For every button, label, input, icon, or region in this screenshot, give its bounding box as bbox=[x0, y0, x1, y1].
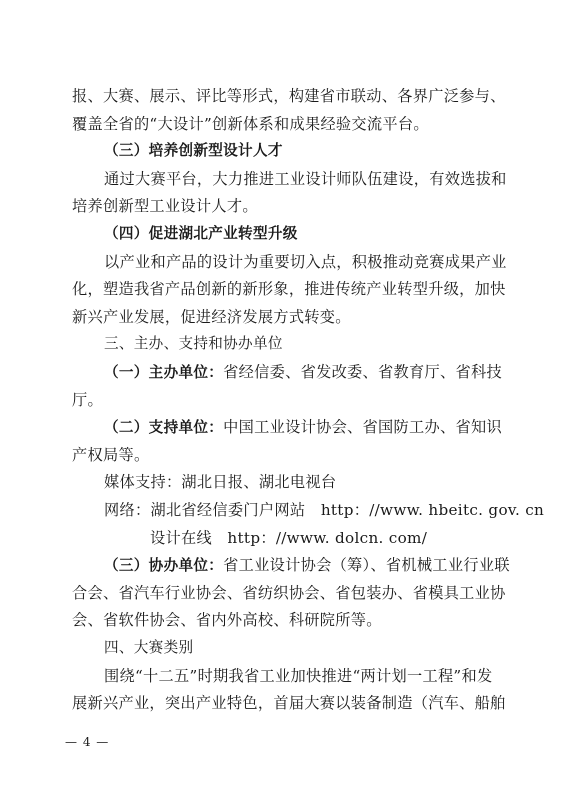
paragraph-line: 覆盖全省的“大设计”创新体系和成果经验交流平台。 bbox=[72, 114, 429, 133]
paragraph-line: 培养创新型工业设计人才。 bbox=[72, 197, 258, 216]
paragraph-line: 展新兴产业，突出产业特色，首届大赛以装备制造（汽车、船舶 bbox=[72, 694, 506, 713]
chapter-heading: 三、主办、支持和协办单位 bbox=[104, 335, 283, 353]
unit-label: （一）主办单位： bbox=[104, 364, 224, 381]
paragraph-line: 会、省软件协会、省内外高校、科研院所等。 bbox=[72, 611, 382, 630]
unit-text: 省经信委、省发改委、省教育厅、省科技 bbox=[223, 363, 502, 381]
page-number: — 4 — bbox=[65, 734, 110, 749]
paragraph-line: 设计在线 http：//www. dolcn. com/ bbox=[150, 528, 428, 547]
unit-text: 省工业设计协会（筹）、省机械工业行业联 bbox=[223, 556, 510, 575]
unit-text: 中国工业设计协会、省国防工办、省知识 bbox=[223, 418, 502, 437]
paragraph-line: 厅。 bbox=[72, 390, 103, 409]
paragraph-line bbox=[104, 555, 534, 576]
paragraph-line: 网络：湖北省经信委门户网站 http：//www. hbeitc. gov. cn bbox=[104, 501, 545, 519]
paragraph-line: 新兴产业发展，促进经济发展方式转变。 bbox=[72, 307, 351, 326]
paragraph-line bbox=[104, 362, 534, 383]
paragraph-line: 化，塑造我省产品创新的新形象，推进传统产业转型升级，加快 bbox=[72, 280, 506, 299]
paragraph-line: 报、大赛、展示、评比等形式，构建省市联动、各界广泛参与、 bbox=[72, 87, 506, 105]
unit-label: （三）协办单位： bbox=[104, 557, 224, 575]
paragraph-line: 产权局等。 bbox=[72, 445, 150, 464]
paragraph-line: 通过大赛平台，大力推进工业设计师队伍建设，有效选拔和 bbox=[104, 169, 507, 188]
chapter-heading: 四、大赛类别 bbox=[104, 639, 194, 656]
paragraph-line bbox=[104, 417, 534, 438]
paragraph-line: 以产业和产品的设计为重要切入点，积极推动竞赛成果产业 bbox=[104, 252, 507, 271]
unit-label: （二）支持单位： bbox=[104, 419, 224, 437]
section-heading: （四）促进湖北产业转型升级 bbox=[104, 225, 298, 242]
paragraph-line: 合会、省汽车行业协会、省纺织协会、省包装办、省模具工业协 bbox=[72, 583, 506, 602]
paragraph-line: 围绕“十二五”时期我省工业加快推进“两计划一工程”和发 bbox=[104, 666, 493, 685]
section-heading: （三）培养创新型设计人才 bbox=[104, 142, 283, 160]
paragraph-line: 媒体支持：湖北日报、湖北电视台 bbox=[104, 473, 337, 492]
